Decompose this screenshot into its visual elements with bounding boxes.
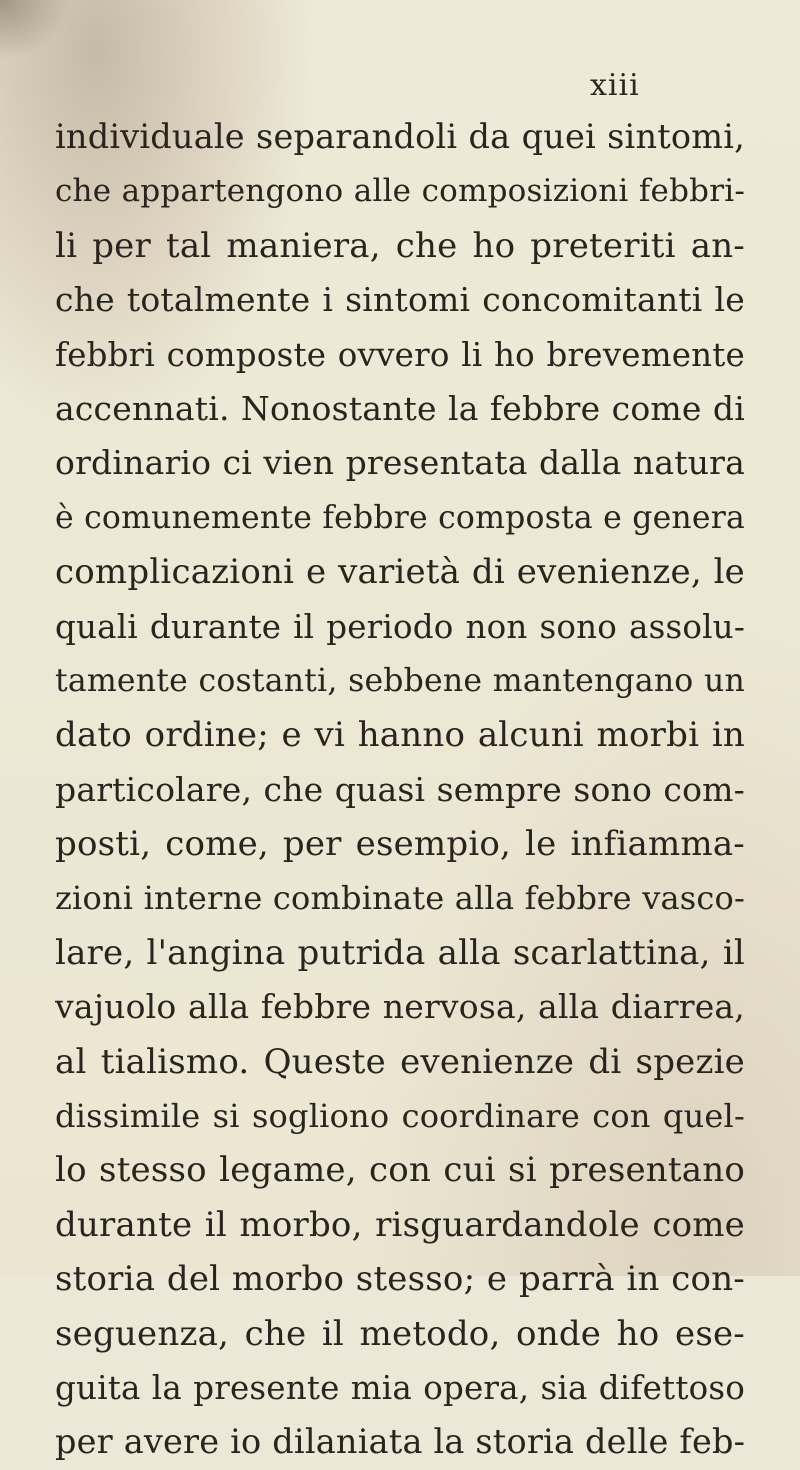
text-line: è comunemente febbre composta e genera bbox=[55, 499, 745, 536]
text-line: che appartengono alle composizioni febbri- bbox=[55, 173, 745, 210]
text-line: ordinario ci vien presentata dalla natura bbox=[55, 443, 745, 483]
text-line: durante il morbo, risguardandole come bbox=[55, 1204, 745, 1245]
text-line: complicazioni e varietà di evenienze, le bbox=[55, 552, 745, 593]
text-line: zioni interne combinate alla febbre vasco- bbox=[55, 879, 745, 918]
page-corner-shadow bbox=[0, 0, 70, 60]
text-line: particolare, che quasi sempre sono com- bbox=[55, 769, 745, 809]
text-line: lo stesso legame, con cui si presentano bbox=[55, 1150, 745, 1191]
text-line: dato ordine; e vi hanno alcuni morbi in bbox=[55, 715, 745, 756]
text-line: li per tal maniera, che ho preteriti an- bbox=[55, 225, 745, 266]
text-line: posti, come, per esempio, le infiamma- bbox=[55, 824, 745, 865]
text-line: febbri composte ovvero li ho brevemente bbox=[55, 335, 745, 374]
text-line: per avere io dilaniata la storia delle feb- bbox=[55, 1422, 745, 1462]
text-line: che totalmente i sintomi concomitanti le bbox=[55, 280, 745, 320]
text-line: dissimile si sogliono coordinare con quel- bbox=[55, 1097, 745, 1136]
text-line: guita la presente mia opera, sia difettoso bbox=[55, 1368, 745, 1407]
text-line: accennati. Nonostante la febbre come di bbox=[55, 388, 745, 428]
text-line: seguenza, che il metodo, onde ho ese- bbox=[55, 1313, 745, 1354]
body-text bbox=[55, 110, 745, 1470]
page-number: xiii bbox=[590, 68, 640, 103]
text-line: storia del morbo stesso; e parrà in con- bbox=[55, 1259, 745, 1300]
text-line: lare, l'angina putrida alla scarlattina, il bbox=[55, 932, 745, 973]
text-line: vajuolo alla febbre nervosa, alla diarrea, bbox=[55, 987, 745, 1027]
text-line: tamente costanti, sebbene mantengano un bbox=[55, 662, 745, 699]
text-line: individuale separandoli da quei sintomi, bbox=[55, 117, 745, 156]
text-line: quali durante il periodo non sono assolu- bbox=[55, 607, 745, 646]
text-line: al tialismo. Queste evenienze di spezie bbox=[55, 1041, 745, 1082]
